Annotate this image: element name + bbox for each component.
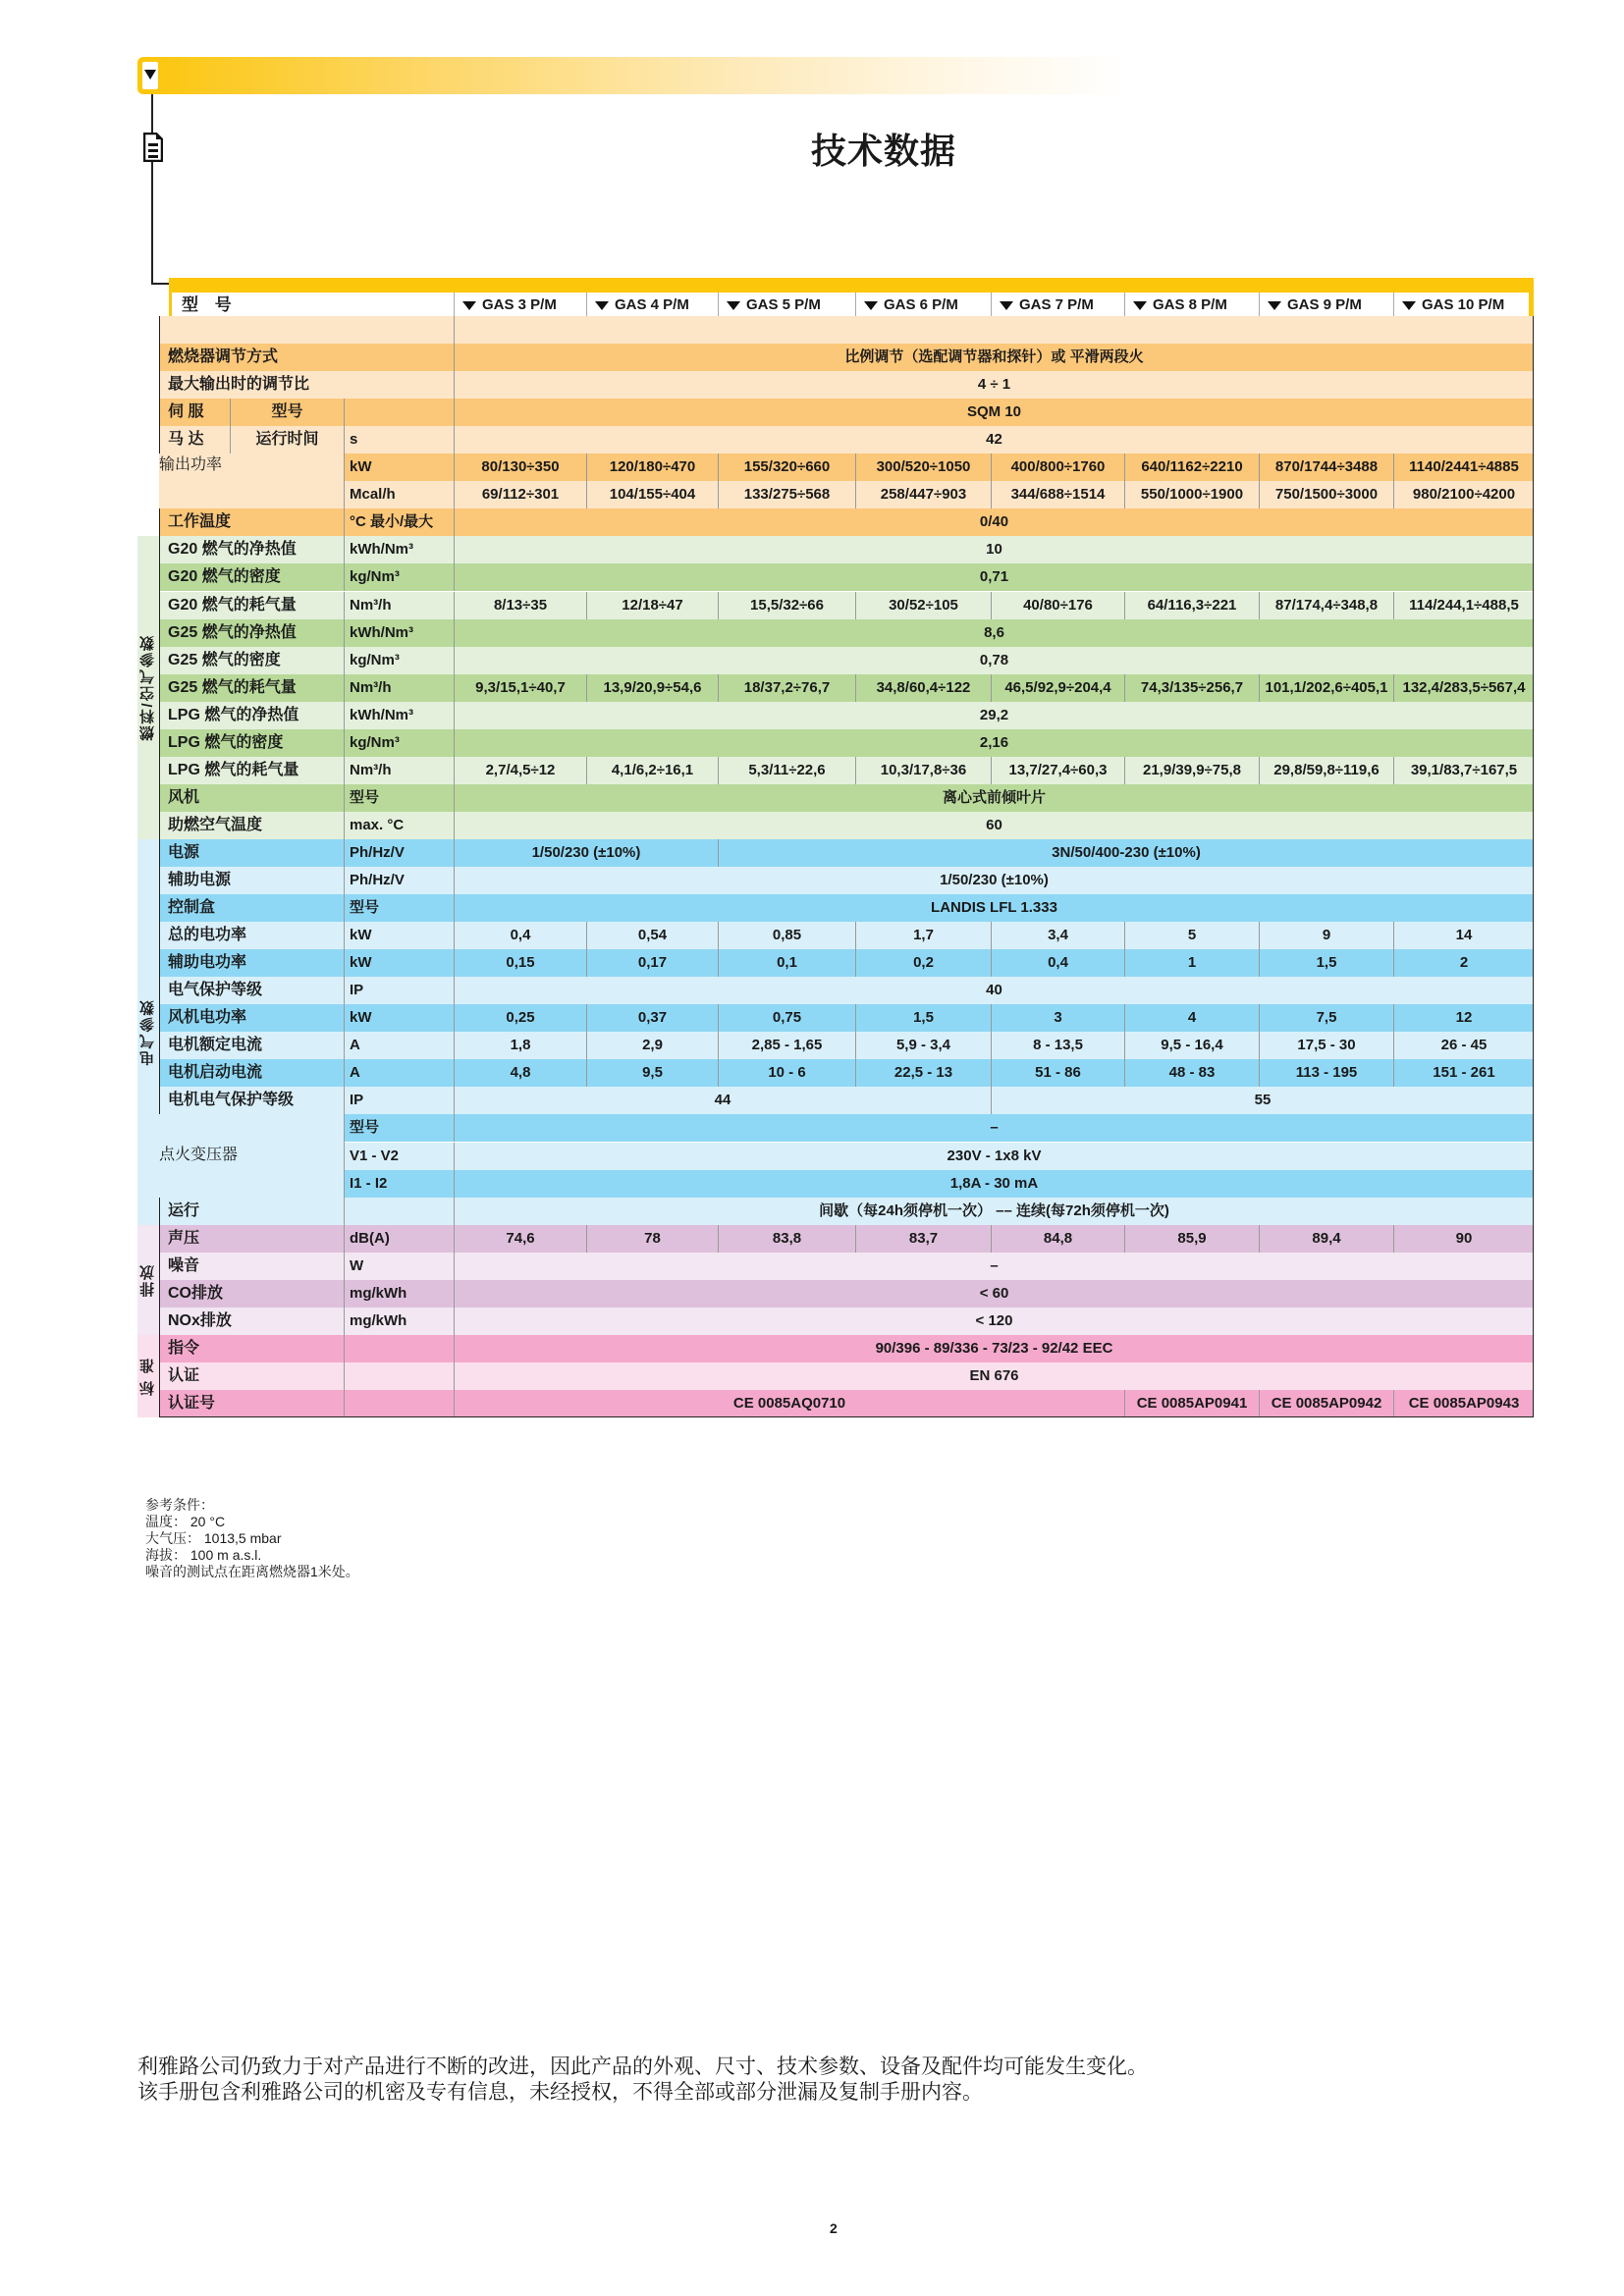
row-label: LPG 燃气的净热值 bbox=[168, 706, 299, 723]
value-cell: < 60 bbox=[454, 1280, 1534, 1308]
value-cell: 1,8A - 30 mA bbox=[454, 1170, 1534, 1198]
row-unit: kg/Nm³ bbox=[344, 729, 454, 757]
row-unit bbox=[344, 1198, 454, 1225]
table-row-g25-ncv bbox=[159, 619, 1534, 647]
row-unit: Mcal/h bbox=[344, 481, 454, 508]
value-cell: SQM 10 bbox=[454, 399, 1534, 426]
side-group-label: 排放 bbox=[139, 1262, 156, 1297]
row-unit: s bbox=[344, 426, 454, 454]
value-cell: 83,7 bbox=[855, 1225, 991, 1253]
value-cell: 22,5 - 13 bbox=[855, 1059, 991, 1087]
value-cell: 34,8/60,4÷122 bbox=[855, 674, 991, 702]
reference-conditions bbox=[145, 1497, 359, 1580]
value-cell: 17,5 - 30 bbox=[1259, 1032, 1393, 1059]
value-cell: 132,4/283,5÷567,4 bbox=[1393, 674, 1534, 702]
row-label: 声压 bbox=[168, 1229, 200, 1247]
table-row-blank bbox=[159, 316, 1534, 344]
value-cell: 80/130÷350 bbox=[454, 454, 586, 481]
value-cell: 89,4 bbox=[1259, 1225, 1393, 1253]
model-name: GAS 3 P/M bbox=[482, 296, 557, 313]
table-row-ign-i bbox=[159, 1170, 1534, 1198]
value-cell: 3 bbox=[991, 1004, 1124, 1032]
row-label: 电气保护等级 bbox=[168, 982, 263, 999]
value-cell: 18/37,2÷76,7 bbox=[718, 674, 855, 702]
triangle-down-icon bbox=[1402, 301, 1416, 310]
section-marker bbox=[142, 62, 158, 89]
row-label: 工作温度 bbox=[168, 513, 232, 531]
row-label: 总的电功率 bbox=[168, 927, 247, 944]
value-cell: 10 - 6 bbox=[718, 1059, 855, 1087]
table-row-conformity bbox=[159, 1362, 1534, 1390]
notes-temperature: 温度： 20 °C bbox=[145, 1514, 226, 1529]
row-unit: max. °C bbox=[344, 812, 454, 839]
value-cell: CE 0085AP0943 bbox=[1393, 1390, 1534, 1417]
page-number: 2 bbox=[830, 2220, 838, 2236]
table-row-main-supply bbox=[159, 839, 1534, 867]
row-unit: I1 - I2 bbox=[344, 1170, 454, 1198]
value-cell: 64/116,3÷221 bbox=[1124, 592, 1259, 619]
table-row-servo-model bbox=[159, 399, 1534, 426]
value-cell: 980/2100÷4200 bbox=[1393, 481, 1534, 508]
table-row-motor-power bbox=[159, 1004, 1534, 1032]
row-value-empty bbox=[454, 316, 1534, 344]
table-row-aux-supply bbox=[159, 867, 1534, 894]
table-row-sound-power bbox=[159, 1253, 1534, 1280]
model-name: GAS 8 P/M bbox=[1153, 296, 1227, 313]
value-cell: 2 bbox=[1393, 949, 1534, 977]
notes-heading: 参考条件： bbox=[145, 1497, 214, 1513]
model-name: GAS 9 P/M bbox=[1287, 296, 1362, 313]
row-label: G20 燃气的净热值 bbox=[168, 541, 297, 559]
disclaimer-line-1: 利雅路公司仍致力于对产品进行不断的改进，因此产品的外观、尺寸、技术参数、设备及配件均可能发生变化。 bbox=[137, 2055, 1148, 2078]
model-header-6 bbox=[855, 293, 991, 317]
value-cell: 1,5 bbox=[1259, 949, 1393, 977]
side-group-fuel-air bbox=[137, 536, 159, 839]
model-header-3 bbox=[454, 293, 586, 317]
value-cell: 29,2 bbox=[454, 702, 1534, 729]
value-cell: 85,9 bbox=[1124, 1225, 1259, 1253]
value-cell: 9 bbox=[1259, 922, 1393, 949]
value-cell: 0,1 bbox=[718, 949, 855, 977]
table-row-turndown bbox=[159, 371, 1534, 399]
value-cell: 5 bbox=[1124, 922, 1259, 949]
model-header-8 bbox=[1124, 293, 1259, 317]
row-sublabel: 运行时间 bbox=[230, 426, 344, 454]
value-cell: 0,37 bbox=[586, 1004, 718, 1032]
row-unit: Ph/Hz/V bbox=[344, 867, 454, 894]
value-cell: 74,3/135÷256,7 bbox=[1124, 674, 1259, 702]
row-label: 电源 bbox=[168, 843, 200, 861]
value-cell: 51 - 86 bbox=[991, 1059, 1124, 1087]
notes-pressure: 大气压： 1013,5 mbar bbox=[145, 1530, 282, 1546]
table-row-motor-ip bbox=[159, 1087, 1534, 1114]
value-cell: 83,8 bbox=[718, 1225, 855, 1253]
table-row-work-temp bbox=[159, 508, 1534, 536]
row-label: G20 燃气的耗气量 bbox=[168, 596, 297, 614]
table-row-operation bbox=[159, 1198, 1534, 1225]
model-name: GAS 10 P/M bbox=[1422, 296, 1505, 313]
value-cell: 4 ÷ 1 bbox=[454, 371, 1534, 399]
side-group-label: 标 准 bbox=[139, 1356, 156, 1396]
row-label: 电机额定电流 bbox=[168, 1037, 263, 1054]
value-cell: 550/1000÷1900 bbox=[1124, 481, 1259, 508]
table-row-fan bbox=[159, 784, 1534, 812]
value-cell: 15,5/32÷66 bbox=[718, 592, 855, 619]
row-label: 噪音 bbox=[168, 1256, 200, 1274]
row-label: LPG 燃气的密度 bbox=[168, 733, 284, 751]
value-cell: 0,2 bbox=[855, 949, 991, 977]
value-cell: 5,9 - 3,4 bbox=[855, 1032, 991, 1059]
value-cell: 0,4 bbox=[454, 922, 586, 949]
model-name: GAS 5 P/M bbox=[746, 296, 821, 313]
row-unit bbox=[344, 1362, 454, 1390]
value-cell: 0,25 bbox=[454, 1004, 586, 1032]
row-sublabel: 型号 bbox=[230, 399, 344, 426]
table-row-start-current bbox=[159, 1059, 1534, 1087]
table-row-rated-current bbox=[159, 1032, 1534, 1059]
triangle-down-icon bbox=[144, 70, 156, 80]
triangle-down-icon bbox=[1133, 301, 1147, 310]
value-cell: 5,3/11÷22,6 bbox=[718, 757, 855, 784]
row-unit: A bbox=[344, 1059, 454, 1087]
value-cell: CE 0085AP0941 bbox=[1124, 1390, 1259, 1417]
value-cell: 40/80÷176 bbox=[991, 592, 1124, 619]
value-cell: 78 bbox=[586, 1225, 718, 1253]
row-unit: A bbox=[344, 1032, 454, 1059]
value-cell: 640/1162÷2210 bbox=[1124, 454, 1259, 481]
value-cell: 3N/50/400-230 (±10%) bbox=[718, 839, 1534, 867]
model-name: GAS 6 P/M bbox=[884, 296, 958, 313]
value-cell: 0,54 bbox=[586, 922, 718, 949]
row-label: 认证号 bbox=[168, 1394, 216, 1412]
value-cell: 0,85 bbox=[718, 922, 855, 949]
row-unit: kWh/Nm³ bbox=[344, 702, 454, 729]
value-cell: 0,17 bbox=[586, 949, 718, 977]
value-cell: 4 bbox=[1124, 1004, 1259, 1032]
value-cell: 133/275÷568 bbox=[718, 481, 855, 508]
value-cell: 60 bbox=[454, 812, 1534, 839]
row-unit bbox=[344, 399, 454, 426]
value-cell: 间歇（每24h须停机一次） –– 连续(每72h须停机一次) bbox=[454, 1198, 1534, 1225]
model-header-5 bbox=[718, 293, 855, 317]
model-header-10 bbox=[1393, 293, 1534, 317]
triangle-down-icon bbox=[1000, 301, 1013, 310]
triangle-down-icon bbox=[1268, 301, 1281, 310]
value-cell: 2,85 - 1,65 bbox=[718, 1032, 855, 1059]
table-row-ip bbox=[159, 977, 1534, 1004]
value-cell: 21,9/39,9÷75,8 bbox=[1124, 757, 1259, 784]
page-title bbox=[0, 124, 1624, 174]
side-group-electrical bbox=[137, 839, 159, 1225]
row-unit: W bbox=[344, 1253, 454, 1280]
table-row-ign-model bbox=[159, 1114, 1534, 1142]
table-row-g25-delivery bbox=[159, 674, 1534, 702]
value-cell: 离心式前倾叶片 bbox=[454, 784, 1534, 812]
value-cell: 300/520÷1050 bbox=[855, 454, 991, 481]
value-cell: 48 - 83 bbox=[1124, 1059, 1259, 1087]
table-row-g20-delivery bbox=[159, 592, 1534, 619]
row-unit: IP bbox=[344, 977, 454, 1004]
value-cell: 69/112÷301 bbox=[454, 481, 586, 508]
value-cell: 13,9/20,9÷54,6 bbox=[586, 674, 718, 702]
value-cell: 55 bbox=[991, 1087, 1534, 1114]
value-cell: 101,1/202,6÷405,1 bbox=[1259, 674, 1393, 702]
row-unit bbox=[344, 1335, 454, 1362]
row-label: 助燃空气温度 bbox=[168, 816, 263, 833]
row-unit: kWh/Nm³ bbox=[344, 619, 454, 647]
value-cell: 750/1500÷3000 bbox=[1259, 481, 1393, 508]
row-label: G25 燃气的耗气量 bbox=[168, 678, 297, 696]
page-title-text: 技术数据 bbox=[810, 131, 956, 171]
value-cell: 1,7 bbox=[855, 922, 991, 949]
table-row-output-mcal bbox=[159, 481, 1534, 508]
table-row-regulation bbox=[159, 344, 1534, 371]
notes-noise: 噪音的测试点在距离燃烧器1米处。 bbox=[145, 1564, 359, 1579]
value-cell: 9,3/15,1÷40,7 bbox=[454, 674, 586, 702]
value-cell: 84,8 bbox=[991, 1225, 1124, 1253]
row-unit: kW bbox=[344, 1004, 454, 1032]
value-cell: LANDIS LFL 1.333 bbox=[454, 894, 1534, 922]
row-label: G20 燃气的密度 bbox=[168, 568, 281, 586]
model-header-4 bbox=[586, 293, 718, 317]
value-cell: 8 - 13,5 bbox=[991, 1032, 1124, 1059]
side-group-emissions bbox=[137, 1225, 159, 1335]
value-cell: 1/50/230 (±10%) bbox=[454, 867, 1534, 894]
value-cell: 1 bbox=[1124, 949, 1259, 977]
section-header-bar bbox=[137, 57, 1129, 94]
value-cell: 39,1/83,7÷167,5 bbox=[1393, 757, 1534, 784]
value-cell: 7,5 bbox=[1259, 1004, 1393, 1032]
row-unit: kW bbox=[344, 949, 454, 977]
value-cell: 12 bbox=[1393, 1004, 1534, 1032]
value-cell: 155/320÷660 bbox=[718, 454, 855, 481]
triangle-down-icon bbox=[727, 301, 740, 310]
value-cell: 26 - 45 bbox=[1393, 1032, 1534, 1059]
value-cell: 1,8 bbox=[454, 1032, 586, 1059]
row-unit: kW bbox=[344, 922, 454, 949]
row-unit: Nm³/h bbox=[344, 757, 454, 784]
value-cell: 74,6 bbox=[454, 1225, 586, 1253]
value-cell: 0,4 bbox=[991, 949, 1124, 977]
value-cell: 0,15 bbox=[454, 949, 586, 977]
row-unit: °C 最小/最大 bbox=[344, 508, 454, 536]
value-cell: 104/155÷404 bbox=[586, 481, 718, 508]
value-cell: 344/688÷1514 bbox=[991, 481, 1124, 508]
disclaimer bbox=[137, 2054, 1148, 2105]
value-cell: 2,9 bbox=[586, 1032, 718, 1059]
triangle-down-icon bbox=[595, 301, 609, 310]
model-name: GAS 7 P/M bbox=[1019, 296, 1094, 313]
value-cell: 0,71 bbox=[454, 563, 1534, 591]
row-label: 燃烧器调节方式 bbox=[168, 348, 279, 366]
table-row-servo-time bbox=[159, 426, 1534, 454]
value-cell: 113 - 195 bbox=[1259, 1059, 1393, 1087]
table-row-lpg-delivery bbox=[159, 757, 1534, 784]
row-label: 电机启动电流 bbox=[168, 1064, 263, 1082]
value-cell: 230V - 1x8 kV bbox=[454, 1143, 1534, 1170]
disclaimer-line-2: 该手册包含利雅路公司的机密及专有信息，未经授权，不得全部或部分泄漏及复制手册内容。 bbox=[137, 2080, 983, 2104]
table-row-nox bbox=[159, 1308, 1534, 1335]
table-row-control-box bbox=[159, 894, 1534, 922]
value-cell: 87/174,4÷348,8 bbox=[1259, 592, 1393, 619]
notes-altitude: 海拔： 100 m a.s.l. bbox=[145, 1547, 262, 1563]
value-cell: 8,6 bbox=[454, 619, 1534, 647]
row-unit: kg/Nm³ bbox=[344, 563, 454, 591]
row-label: NOx排放 bbox=[168, 1311, 232, 1329]
row-unit: kWh/Nm³ bbox=[344, 536, 454, 563]
value-cell: 29,8/59,8÷119,6 bbox=[1259, 757, 1393, 784]
value-cell: 0,78 bbox=[454, 647, 1534, 674]
value-cell: 9,5 - 16,4 bbox=[1124, 1032, 1259, 1059]
table-row-total-power bbox=[159, 922, 1534, 949]
value-cell: 13,7/27,4÷60,3 bbox=[991, 757, 1124, 784]
row-label-output: 输出功率 bbox=[159, 454, 344, 508]
row-label: 控制盒 bbox=[168, 899, 216, 917]
row-label: 辅助电功率 bbox=[168, 954, 247, 972]
row-unit: V1 - V2 bbox=[344, 1143, 454, 1170]
row-unit: 型号 bbox=[344, 1114, 454, 1142]
row-unit bbox=[344, 1390, 454, 1417]
value-cell: 9,5 bbox=[586, 1059, 718, 1087]
value-cell: 10,3/17,8÷36 bbox=[855, 757, 991, 784]
guide-line-foot bbox=[151, 283, 171, 285]
row-label: 认证 bbox=[168, 1366, 200, 1384]
value-cell: 10 bbox=[454, 536, 1534, 563]
row-unit: 型号 bbox=[344, 784, 454, 812]
row-unit: dB(A) bbox=[344, 1225, 454, 1253]
value-cell: – bbox=[454, 1114, 1534, 1142]
row-label: CO排放 bbox=[168, 1284, 224, 1302]
value-cell: 14 bbox=[1393, 922, 1534, 949]
table-row-air-temp bbox=[159, 812, 1534, 839]
row-label: 伺 服 bbox=[168, 403, 204, 421]
table-row-directive bbox=[159, 1335, 1534, 1362]
value-cell: 46,5/92,9÷204,4 bbox=[991, 674, 1124, 702]
value-cell: – bbox=[454, 1253, 1534, 1280]
model-name: GAS 4 P/M bbox=[615, 296, 689, 313]
table-row-ign-v bbox=[159, 1143, 1534, 1170]
value-cell: 120/180÷470 bbox=[586, 454, 718, 481]
side-group-label: 燃料/空气参数 bbox=[139, 634, 156, 741]
table-row-output-kw bbox=[159, 454, 1534, 481]
value-cell: 90/396 - 89/336 - 73/23 - 92/42 EEC bbox=[454, 1335, 1534, 1362]
triangle-down-icon bbox=[864, 301, 878, 310]
table-row-co bbox=[159, 1280, 1534, 1308]
value-cell: 12/18÷47 bbox=[586, 592, 718, 619]
row-unit: Nm³/h bbox=[344, 674, 454, 702]
side-group-label: 电气参数 bbox=[139, 998, 156, 1066]
row-unit: kW bbox=[344, 454, 454, 481]
value-cell: 151 - 261 bbox=[1393, 1059, 1534, 1087]
row-label: 最大输出时的调节比 bbox=[168, 376, 310, 394]
table-row-cert bbox=[159, 1390, 1534, 1417]
row-unit: kg/Nm³ bbox=[344, 647, 454, 674]
value-cell: 0,75 bbox=[718, 1004, 855, 1032]
value-cell: 870/1744÷3488 bbox=[1259, 454, 1393, 481]
value-cell: 2,7/4,5÷12 bbox=[454, 757, 586, 784]
row-unit: Nm³/h bbox=[344, 592, 454, 619]
value-cell: 90 bbox=[1393, 1225, 1534, 1253]
row-unit: IP bbox=[344, 1087, 454, 1114]
row-label: 风机 bbox=[168, 788, 200, 806]
value-cell: 4,8 bbox=[454, 1059, 586, 1087]
value-cell: < 120 bbox=[454, 1308, 1534, 1335]
value-cell: 1/50/230 (±10%) bbox=[454, 839, 718, 867]
value-cell: 1,5 bbox=[855, 1004, 991, 1032]
table-row-g25-density bbox=[159, 647, 1534, 674]
model-header-label: 型 号 bbox=[182, 295, 238, 314]
row-unit: mg/kWh bbox=[344, 1308, 454, 1335]
value-cell: 400/800÷1760 bbox=[991, 454, 1124, 481]
table-row-lpg-ncv bbox=[159, 702, 1534, 729]
table-row-sound-pressure bbox=[159, 1225, 1534, 1253]
row-unit: Ph/Hz/V bbox=[344, 839, 454, 867]
triangle-down-icon bbox=[462, 301, 476, 310]
model-header-9 bbox=[1259, 293, 1393, 317]
value-cell: CE 0085AP0942 bbox=[1259, 1390, 1393, 1417]
row-label: 马 达 bbox=[168, 431, 204, 449]
table-row-g20-density bbox=[159, 563, 1534, 591]
row-label: G25 燃气的净热值 bbox=[168, 623, 297, 641]
value-cell: 42 bbox=[454, 426, 1534, 454]
row-label: G25 燃气的密度 bbox=[168, 651, 281, 668]
table-row-aux-power bbox=[159, 949, 1534, 977]
value-cell: CE 0085AQ0710 bbox=[454, 1390, 1124, 1417]
value-cell: 258/447÷903 bbox=[855, 481, 991, 508]
row-label: 指令 bbox=[168, 1339, 200, 1357]
row-unit: mg/kWh bbox=[344, 1280, 454, 1308]
table-header-row bbox=[172, 293, 1529, 317]
value-cell: 40 bbox=[454, 977, 1534, 1004]
value-cell: 30/52÷105 bbox=[855, 592, 991, 619]
value-cell: 2,16 bbox=[454, 729, 1534, 757]
model-header-7 bbox=[991, 293, 1124, 317]
side-group-standards bbox=[137, 1335, 159, 1417]
value-cell: 4,1/6,2÷16,1 bbox=[586, 757, 718, 784]
table-row-g20-ncv bbox=[159, 536, 1534, 563]
row-label: 辅助电源 bbox=[168, 872, 232, 888]
row-label: 风机电功率 bbox=[168, 1009, 247, 1027]
row-label-ignition: 点火变压器 bbox=[159, 1114, 345, 1197]
row-unit: 型号 bbox=[344, 894, 454, 922]
value-cell: 1140/2441÷4885 bbox=[1393, 454, 1534, 481]
value-cell: 44 bbox=[454, 1087, 991, 1114]
table-row-lpg-density bbox=[159, 729, 1534, 757]
value-cell: 比例调节（选配调节器和探针）或 平滑两段火 bbox=[454, 344, 1534, 371]
value-cell: 0/40 bbox=[454, 508, 1534, 536]
value-cell: 3,4 bbox=[991, 922, 1124, 949]
row-label: LPG 燃气的耗气量 bbox=[168, 761, 299, 778]
value-cell: 114/244,1÷488,5 bbox=[1393, 592, 1534, 619]
row-label: 运行 bbox=[168, 1201, 200, 1219]
value-cell: 8/13÷35 bbox=[454, 592, 586, 619]
value-cell: EN 676 bbox=[454, 1362, 1534, 1390]
row-label: 电机电气保护等级 bbox=[168, 1092, 295, 1109]
